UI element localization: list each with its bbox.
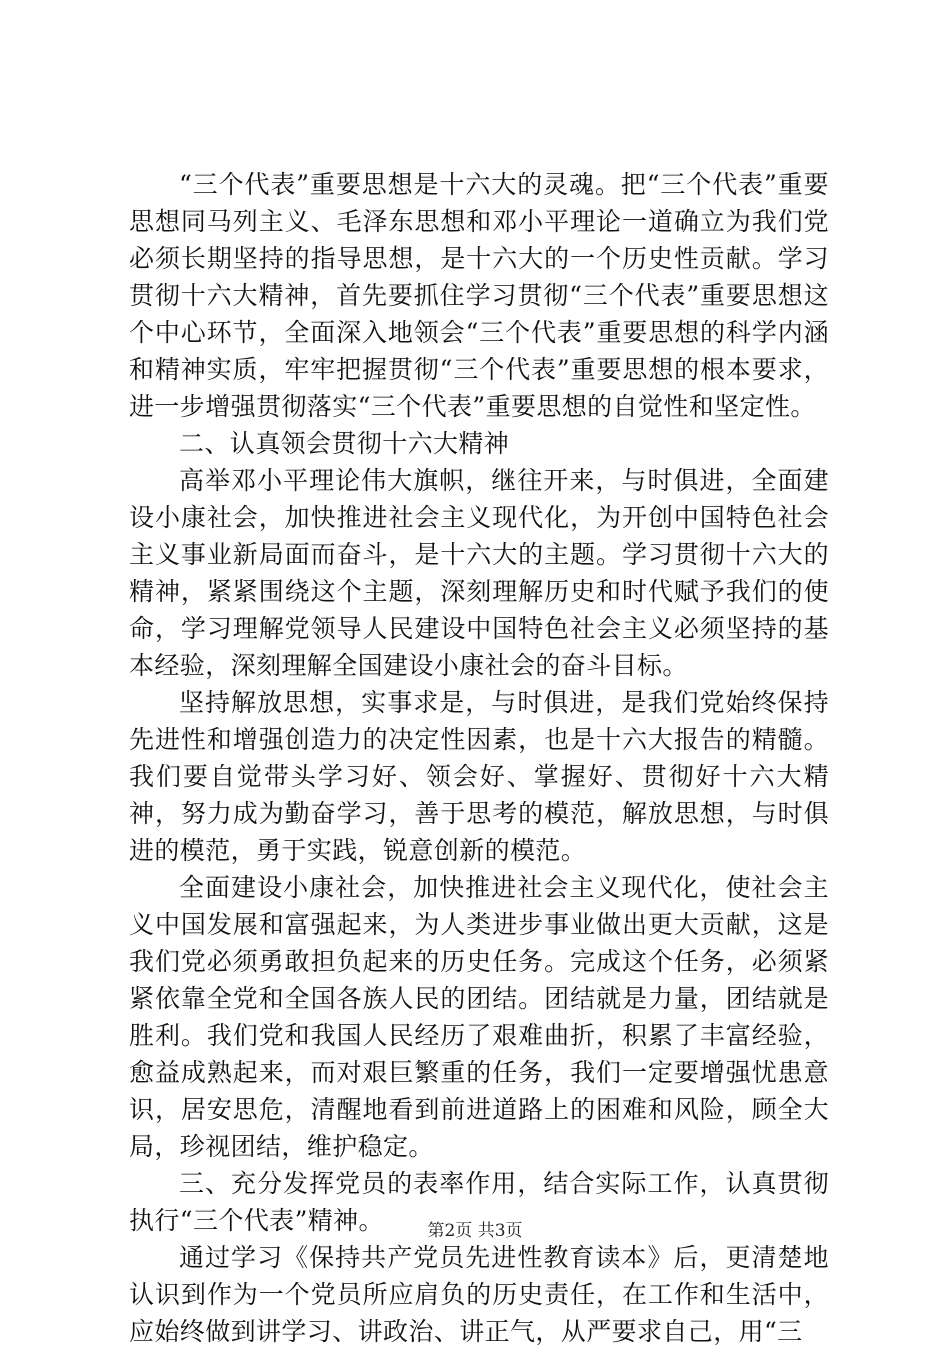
page-number-footer: 第2页 共3页	[427, 1221, 523, 1241]
paragraph-theme: 高举邓小平理论伟大旗帜，继往开来，与时俱进，全面建设小康社会，加快推进社会主义现代化，为开创中国特色社会主义事业新局面而奋斗，是十六大的主题。学习贯彻十六大的精神，紧紧围绕这个主题，深刻理解历史和时代赋予我们的使命，学习理解党领导人民建设中国特色社会主义必须坚持的基本经验，深刻理解全国建设小康社会的奋斗目标。	[129, 466, 829, 680]
section-heading-three: 三、充分发挥党员的表率作用，结合实际工作，认真贯彻执行“三个代表”精神。	[129, 1169, 829, 1235]
section-heading-two: 二、认真领会贯彻十六大精神	[179, 429, 510, 458]
paragraph-xiaokang-society: 全面建设小康社会，加快推进社会主义现代化，使社会主义中国发展和富强起来，为人类进步事业做出更大贡献，这是我们党必须勇敢担负起来的历史任务。完成这个任务，必须紧紧依靠全党和全国各族人民的团结。团结就是力量，团结就是胜利。我们党和我国人民经历了艰难曲折，积累了丰富经验，愈益成熟起来，而对艰巨繁重的任务，我们一定要增强忧患意识，居安思危，清醒地看到前进道路上的困难和风险，顾全大局，珍视团结，维护稳定。	[129, 873, 829, 1161]
document-body	[129, 166, 829, 1350]
paragraph-emancipate-mind: 坚持解放思想，实事求是，与时俱进，是我们党始终保持先进性和增强创造力的决定性因素，也是十六大报告的精髓。我们要自觉带头学习好、领会好、掌握好、贯彻好十六大精神，努力成为勤奋学习，善于思考的模范，解放思想，与时俱进的模范，勇于实践，锐意创新的模范。	[129, 688, 829, 865]
paragraph-study-reader: 通过学习《保持共产党员先进性教育读本》后，更清楚地认识到作为一个党员所应肩负的历史责任，在工作和生活中，应始终做到讲学习、讲政治、讲正气，从严要求自己，用“三	[129, 1243, 829, 1346]
paragraph-three-represents-soul: “三个代表”重要思想是十六大的灵魂。把“三个代表”重要思想同马列主义、毛泽东思想和邓小平理论一道确立为我们党必须长期坚持的指导思想，是十六大的一个历史性贡献。学习贯彻十六大精神，首先要抓住学习贯彻“三个代表”重要思想这个中心环节，全面深入地领会“三个代表”重要思想的科学内涵和精神实质，牢牢把握贯彻“三个代表”重要思想的根本要求，进一步增强贯彻落实“三个代表”重要思想的自觉性和坚定性。	[129, 170, 829, 421]
